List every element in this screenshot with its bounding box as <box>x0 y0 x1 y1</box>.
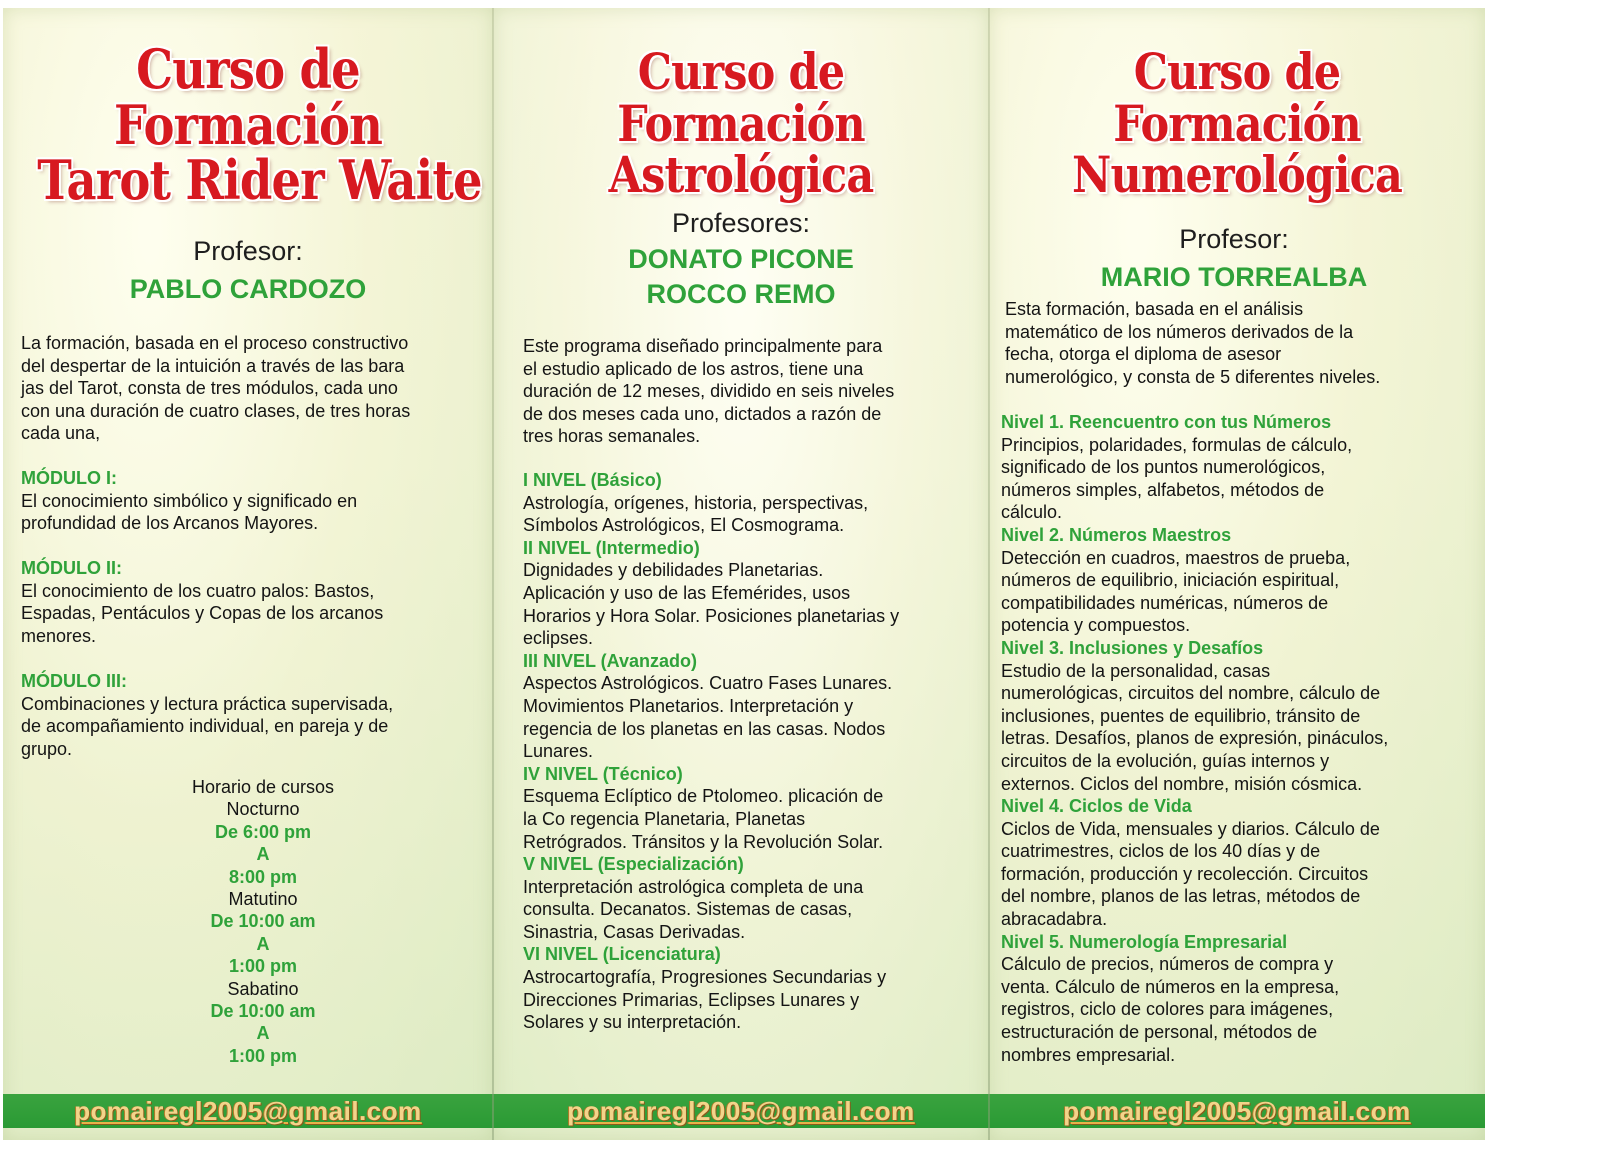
intro-line: Este programa diseñado principalmente para <box>523 336 883 356</box>
intro-line: con una duración de cuatro clases, de tres horas <box>21 400 411 421</box>
astro-intro <box>523 335 983 448</box>
astro-levels <box>523 469 983 1034</box>
level-line: consulta. Decanatos. Sistemas de casas, <box>523 899 853 920</box>
level-heading: III NIVEL (Avanzado) <box>523 650 698 671</box>
tarot-title-line: Curso de <box>136 37 360 101</box>
intro-line: jas del Tarot, consta de tres módulos, cada uno <box>21 378 398 399</box>
tarot-module-2 <box>21 557 483 647</box>
level-line: externos. Ciclos del nombre, misión cósmica. <box>1001 773 1363 794</box>
tarot-professor-label: Profesor: <box>193 236 303 266</box>
level-line: Estudio de la personalidad, casas <box>1001 660 1271 681</box>
schedule-shift-name: Sabatino <box>227 978 299 999</box>
tarot-module-3 <box>21 670 483 760</box>
level-line: regencia de los planetas en las casas. Nodos <box>523 718 886 739</box>
level-heading: Nivel 4. Ciclos de Vida <box>1001 796 1192 817</box>
level-line: Lunares. <box>523 741 594 762</box>
level-line: estructuración de personal, métodos de <box>1001 1022 1318 1043</box>
intro-line: cada una, <box>21 423 101 444</box>
level-line: Sinastria, Casas Derivadas. <box>523 921 746 942</box>
tarot-title <box>37 37 482 213</box>
intro-line: duración de 12 meses, dividido en seis niveles <box>523 381 895 402</box>
tarot-title-line: Formación <box>113 92 383 157</box>
astro-title-line: Curso de <box>637 42 845 101</box>
intro-line: del despertar de la intuición a través de las bara <box>21 355 405 376</box>
tarot-intro <box>21 332 483 445</box>
numero-intro <box>1005 298 1475 388</box>
module-line: El conocimiento simbólico y significado en <box>21 490 358 511</box>
level-heading: Nivel 5. Numerología Empresarial <box>1001 931 1288 952</box>
schedule-from: De 6:00 pm <box>214 821 312 842</box>
intro-line: numerológico, y consta de 5 diferentes niveles. <box>1005 366 1381 387</box>
level-line: Retrógrados. Tránsitos y la Revolución Solar. <box>523 831 884 852</box>
level-line: números simples, alfabetos, métodos de <box>1001 479 1325 500</box>
level-line: números de equilibrio, iniciación espiritual, <box>1001 570 1340 591</box>
level-line: potencia y compuestos. <box>1001 615 1191 636</box>
numero-levels <box>1001 411 1477 1066</box>
level-line: cálculo. <box>1001 502 1063 523</box>
email-bar <box>989 1094 1485 1128</box>
level-line: la Co regencia Planetaria, Planetas <box>523 808 806 829</box>
level-heading: Nivel 2. Números Maestros <box>1001 524 1232 545</box>
astro-title <box>528 42 955 204</box>
module-line: grupo. <box>21 738 73 759</box>
level-heading: Nivel 1. Reencuentro con tus Números <box>1001 412 1332 432</box>
intro-line: fecha, otorga el diploma de asesor <box>1005 344 1282 365</box>
schedule-title: Horario de cursos <box>191 777 335 797</box>
intro-line: Esta formación, basada en el análisis <box>1005 299 1304 319</box>
numero-title-line: Curso de <box>1133 42 1341 101</box>
numero-professor-label: Profesor: <box>1179 224 1289 254</box>
level-line: Movimientos Planetarios. Interpretación y <box>523 695 854 716</box>
level-heading: I NIVEL (Básico) <box>523 470 662 490</box>
astro-professor-label: Profesores: <box>671 208 811 238</box>
numero-title-line: Numerológica <box>1072 145 1402 204</box>
level-line: compatibilidades numéricas, números de <box>1001 592 1329 613</box>
fold-line <box>492 8 494 1140</box>
level-line: circuitos de la evolución, guías internos y <box>1001 750 1330 771</box>
level-line: eclipses. <box>523 628 594 649</box>
tarot-schedule <box>3 776 493 1067</box>
level-heading: IV NIVEL (Técnico) <box>523 763 683 784</box>
module-line: profundidad de los Arcanos Mayores. <box>21 513 319 534</box>
level-line: Principios, polaridades, formulas de cálculo, <box>1001 434 1353 455</box>
schedule-shift-name: Matutino <box>228 889 298 910</box>
module-line: Espadas, Pentáculos y Copas de los arcanos <box>21 603 384 624</box>
schedule-shift-name: Nocturno <box>226 799 300 820</box>
module-line: de acompañamiento individual, en pareja y de <box>21 716 389 737</box>
module-line: menores. <box>21 625 97 646</box>
level-line: Astrología, orígenes, historia, perspectivas, <box>523 492 869 513</box>
astro-professors <box>493 242 989 311</box>
schedule-from: De 10:00 am <box>210 1001 316 1022</box>
module-heading: MÓDULO I: <box>21 468 117 488</box>
fold-line <box>988 8 990 1140</box>
level-line: cuatrimestres, ciclos de los 40 días y de <box>1001 841 1321 862</box>
panel-tarot <box>3 8 493 1140</box>
level-line: del nombre, planos de las letras, métodos de <box>1001 886 1361 907</box>
numero-professor-name: MARIO TORREALBA <box>1100 262 1368 292</box>
level-line: letras. Desafíos, planos de expresión, pináculos, <box>1001 728 1389 749</box>
level-line: registros, ciclo de colores para imágenes, <box>1001 999 1334 1020</box>
module-line: El conocimiento de los cuatro palos: Bastos, <box>21 580 375 601</box>
tarot-professor-name: PABLO CARDOZO <box>129 274 367 304</box>
level-line: Interpretación astrológica completa de una <box>523 876 864 897</box>
level-heading: Nivel 3. Inclusiones y Desafíos <box>1001 637 1264 658</box>
level-line: significado de los puntos numerológicos, <box>1001 457 1326 478</box>
email-bar <box>493 1094 989 1128</box>
level-heading: II NIVEL (Intermedio) <box>523 537 700 558</box>
intro-line: el estudio aplicado de los astros, tiene una <box>523 358 864 379</box>
panel-numerologia <box>989 8 1485 1140</box>
level-line: Cálculo de precios, números de compra y <box>1001 954 1334 975</box>
astro-title-line: Formación <box>617 93 865 153</box>
level-line: Dignidades y debilidades Planetarias. <box>523 560 824 581</box>
level-line: Aplicación y uso de las Efemérides, usos <box>523 582 851 603</box>
level-line: Astrocartografía, Progresiones Secundarias y <box>523 967 887 988</box>
level-line: venta. Cálculo de números en la empresa, <box>1001 976 1340 997</box>
schedule-sep: A <box>256 844 270 865</box>
panel-astrologia <box>493 8 989 1140</box>
intro-line: matemático de los números derivados de la <box>1005 321 1354 342</box>
intro-line: tres horas semanales. <box>523 426 701 447</box>
astro-title-line: Astrológica <box>608 145 874 204</box>
module-line: Combinaciones y lectura práctica supervisada, <box>21 693 394 714</box>
level-line: formación, producción y recolección. Circuitos <box>1001 863 1369 884</box>
astro-professor-name: ROCCO REMO <box>646 278 836 309</box>
level-line: nombres empresarial. <box>1001 1044 1176 1065</box>
level-line: inclusiones, puentes de equilibrio, tránsito de <box>1001 705 1361 726</box>
schedule-to: 1:00 pm <box>228 1045 298 1066</box>
level-line: Esquema Eclíptico de Ptolomeo. plicación de <box>523 786 884 807</box>
level-line: Solares y su interpretación. <box>523 1012 742 1033</box>
level-line: Horarios y Hora Solar. Posiciones planetarias y <box>523 605 900 626</box>
email-link[interactable]: pomairegl2005@gmail.com <box>567 1096 915 1126</box>
intro-line: La formación, basada en el proceso constructivo <box>21 333 409 353</box>
intro-line: de dos meses cada uno, dictados a razón de <box>523 403 882 424</box>
level-line: Ciclos de Vida, mensuales y diarios. Cálculo de <box>1001 818 1380 839</box>
schedule-to: 1:00 pm <box>228 956 298 977</box>
level-line: abracadabra. <box>1001 909 1108 930</box>
module-heading: MÓDULO III: <box>21 671 127 691</box>
level-line: numerológicas, circuitos del nombre, cálculo de <box>1001 683 1381 704</box>
email-link[interactable]: pomairegl2005@gmail.com <box>1063 1096 1411 1126</box>
level-line: Direcciones Primarias, Eclipses Lunares y <box>523 989 860 1010</box>
level-line: Símbolos Astrológicos, El Cosmograma. <box>523 515 845 536</box>
schedule-sep: A <box>256 1023 270 1044</box>
email-link[interactable]: pomairegl2005@gmail.com <box>74 1096 422 1126</box>
level-heading: V NIVEL (Especialización) <box>523 854 744 875</box>
numero-title <box>1024 42 1451 204</box>
tarot-module-1 <box>21 467 483 535</box>
module-heading: MÓDULO II: <box>21 558 122 578</box>
schedule-from: De 10:00 am <box>210 911 316 932</box>
schedule-sep: A <box>256 933 270 954</box>
numero-title-line: Formación <box>1113 93 1361 153</box>
level-line: Aspectos Astrológicos. Cuatro Fases Lunares. <box>523 673 893 694</box>
schedule-to: 8:00 pm <box>228 866 298 887</box>
tarot-title-line: Tarot Rider Waite <box>37 148 482 213</box>
level-line: Detección en cuadros, maestros de prueba, <box>1001 547 1351 568</box>
level-heading: VI NIVEL (Licenciatura) <box>523 944 721 965</box>
astro-professor-name: DONATO PICONE <box>628 244 854 274</box>
email-bar <box>3 1094 493 1128</box>
